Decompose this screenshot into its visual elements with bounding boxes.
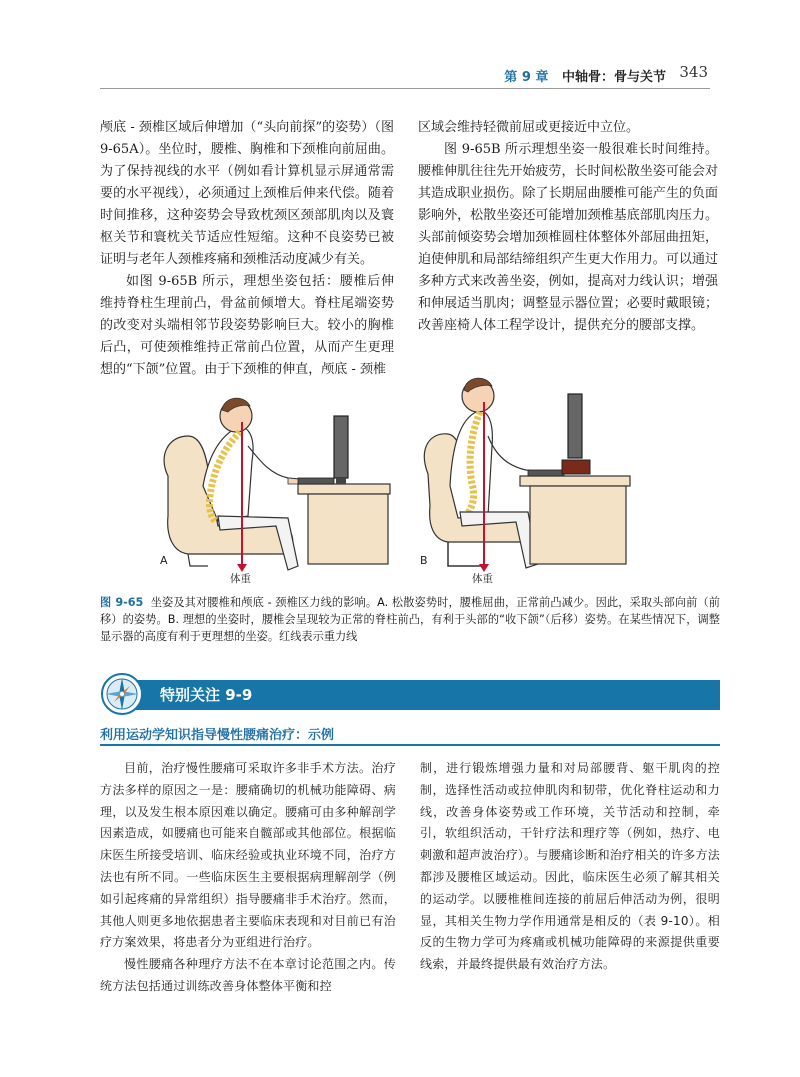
panel-b-label: B [420,554,428,567]
paragraph: 目前，治疗慢性腰痛可采取许多非手术方法。治疗方法多样的原因之一是：腰痛确切的机械功能障碍、病理，以及发生根本原因难以确定。腰痛可由多种解剖学因素造成，如腰痛也可能来自髋部或其他部位。根据临床医生所接受培训、临床经验或执业环境不同，治疗方法也有所不同。一些临床医生主要根据病理解剖学（例如引起疼痛的异常组织）指导腰痛非手术治疗。然而，其他人则更多地依据患者主要临床表现和对目前已有治疗方案效果，将患者分为亚组进行治疗。 [100,761,396,950]
panel-b-drawing [424,378,630,572]
figure-caption [100,594,720,645]
special-focus-subtitle: 利用运动学知识指导慢性腰痛治疗：示例 [100,728,335,743]
panel-a-drawing [164,398,390,572]
special-focus-banner [100,672,720,714]
banner-title: 特别关注 9-9 [160,686,253,704]
subtitle-rule [100,744,720,746]
paragraph: 图 9-65B 所示理想坐姿一般很难长时间维持。腰椎伸肌往往先开始疲劳，长时间松散坐姿可能会对其造成职业损伤。除了长期屈曲腰椎可能产生的负面影响外，松散坐姿还可能增加颈椎基底部肌肉压力。头部前倾姿势会增加颈椎圆柱体整体外部屈曲扭矩，迫使伸肌和局部结缔组织产生更大作用力。可以通过多种方式来改善坐姿，例如，提高对力线认识；增强和伸展适当肌肉；调整显示器位置；必要时戴眼镜；改善座椅人体工程学设计，提供充分的腰部支撑。 [418,142,718,333]
paragraph: 制，进行锻炼增强力量和对局部腰背、躯干肌肉的控制，选择性活动或拉伸肌肉和韧带，优化脊柱运动和力线，改善身体姿势或工作环境，关节活动和控制，牵引，软组织活动，干针疗法和理疗等（例如，热疗、电刺激和超声波治疗）。与腰痛诊断和治疗相关的许多方法都涉及腰椎区域运动。因此，临床医生必须了解其相关的运动学。以腰椎椎间连接的前屈后伸活动为例，很明显，其相关生物力学作用通常是相反的（表 9-10）。相反的生物力学可为疼痛或机械功能障碍的来源提供重要线索，并最终提供最有效治疗方法。 [420,761,720,972]
page-number: 343 [679,63,708,81]
special-focus-left-column [100,758,396,998]
right-text-column [418,117,718,337]
chapter-title: 中轴骨：骨与关节 [561,70,666,85]
panel-a-label: A [160,554,168,567]
posture-illustration [148,366,718,586]
compass-icon [100,672,144,716]
figure-number: 图 9-65 [100,596,144,609]
chapter-number: 第 9 章 [504,70,549,85]
weight-label-a: 体重 [230,573,251,585]
figure-9-65 [148,366,718,586]
header-rule [100,88,710,89]
paragraph: 慢性腰痛各种理疗方法不在本章讨论范围之内。传统方法包括通过训练改善身体整体平衡和控 [100,957,396,993]
paragraph: 颅底 - 颈椎区域后伸增加（“头向前探”的姿势）（图 9-65A）。坐位时，腰椎、胸椎和下颈椎向前屈曲。为了保持视线的水平（例如看计算机显示屏通常需要的水平视线），必须通过上颈椎后伸来代偿。随着时间推移，这种姿势会导致枕颈区颈部肌肉以及寰枢关节和寰枕关节适应性短缩。这种不良姿势已被证明与老年人颈椎疼痛和颈椎活动度减少有关。 [100,120,394,267]
left-text-column [100,117,394,381]
paragraph: 区域会维持轻微前屈或更接近中立位。 [418,120,640,135]
special-focus-right-column [420,758,720,976]
weight-label-b: 体重 [472,573,493,585]
caption-text: 坐姿及其对腰椎和颅底 - 颈椎区力线的影响。A. 松散姿势时，腰椎屈曲，正常前凸减少。因此，采取头部向前（前移）的姿势。B. 理想的坐姿时，腰椎会呈现较为正常的脊柱前凸，有利于头部的“收下颌”（后移）姿势。在某些情况下，调整显示器的高度有利于更理想的坐姿。红线表示重力线 [100,596,720,643]
page-header [0,56,800,92]
running-head [504,66,666,85]
paragraph: 如图 9-65B 所示，理想坐姿包括：腰椎后伸维持脊柱生理前凸，骨盆前倾增大。脊柱尾端姿势的改变对头端相邻节段姿势影响巨大。较小的胸椎后凸，可使颈椎维持正常前凸位置，从而产生更理想的“下颌”位置。由于下颈椎的伸直，颅底 - 颈椎 [100,274,394,377]
